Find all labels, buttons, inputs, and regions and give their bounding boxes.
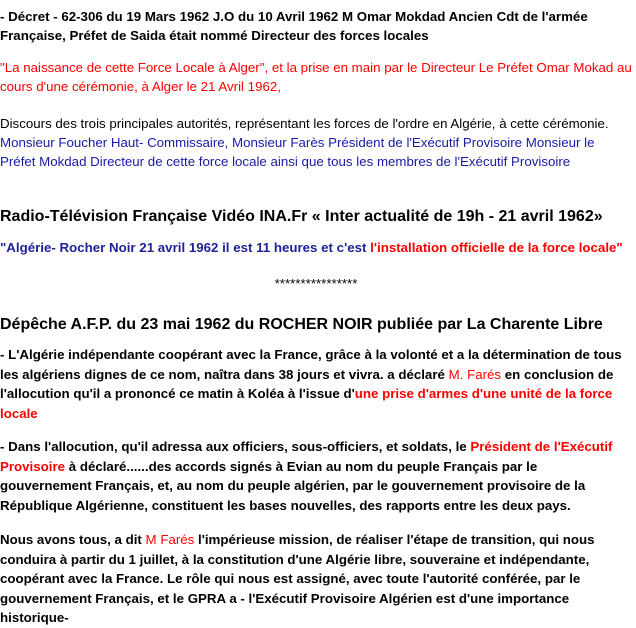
- afp-p3-text-a: Nous avons tous, a dit: [0, 532, 146, 547]
- afp-p2-red: Président de l'Exécutif Provisoire: [0, 439, 613, 474]
- radio-title: Radio-Télévision Française Vidéo INA.Fr « Inter actualité de 19h - 21 avril 1962»: [0, 208, 603, 225]
- afp-p1-text-a: - L'Algérie indépendante coopérant avec la France, grâce à la volonté et a la détermination de tous les algériens dignes de ce nom, naîtra dans 38 jours et vivra. a déclaré: [0, 347, 622, 382]
- afp-p2-text-b: à déclaré......des accords signés à Evian au nom du peuple Français par le gouvernement Français, et, au nom du peuple algérien, par le gouvernement provisoire de la République Algérienne, constituent les bases nouvelles, des rapports entre les deux pays.: [0, 458, 586, 513]
- afp-paragraph-1: [0, 345, 632, 423]
- afp-paragraph-3: [0, 530, 632, 628]
- speeches-names: Monsieur Foucher Haut- Commissaire, Monsieur Farès Président de l'Exécutif Provisoire Monsieur le Préfet Mokdad Directeur de cette force locale ainsi que tous les membres de l'Exécutif Provisoire: [0, 135, 595, 169]
- afp-p1-red: une prise d'armes d'une unité de la force locale: [0, 386, 613, 421]
- afp-p1-name: M. Farés: [448, 366, 502, 382]
- afp-heading: [0, 315, 632, 335]
- speeches-intro: Discours des trois principales autorités, représentant les forces de l'ordre en Algérie, à cette cérémonie.: [0, 116, 609, 131]
- birth-note-paragraph: [0, 58, 632, 96]
- radio-subheading: [0, 238, 632, 258]
- radio-sub-red: l'installation officielle de la force locale": [370, 240, 623, 255]
- speeches-paragraph: [0, 114, 632, 171]
- afp-p3-name: M Farés: [145, 532, 195, 547]
- afp-p3-text-b: l'impérieuse mission, de réaliser l'étape de transition, qui nous conduira à partir du 1 juillet, à la constitution d'une Algérie libre, souveraine et indépendante, coopérant avec la France. Le rôle qui nous est assigné, avec toute l'autorité conférée, par le gouvernement Français, et le GPRA a - l'Exécutif Provisoire Algérien est d'une importance historique-: [0, 532, 595, 625]
- decree-text: - Décret - 62-306 du 19 Mars 1962 J.O du 10 Avril 1962 M Omar Mokdad Ancien Cdt de l'armée Française, Préfet de Saida était nommé Directeur des forces locales: [0, 9, 588, 43]
- radio-heading: [0, 207, 632, 227]
- decree-paragraph: [0, 7, 632, 45]
- afp-title: Dépêche A.F.P. du 23 mai 1962 du ROCHER NOIR publiée par La Charente Libre: [0, 316, 603, 333]
- separator-stars: ****************: [274, 276, 358, 291]
- radio-sub-blue: "Algérie- Rocher Noir 21 avril 1962 il est 11 heures et c'est: [0, 240, 371, 255]
- afp-p2-text-a: - Dans l'allocution, qu'il adressa aux officiers, sous-officiers, et soldats, le: [0, 439, 471, 454]
- birth-note-text: "La naissance de cette Force Locale à Alger", et la prise en main par le Directeur Le Préfet Omar Mokad au cours d'une cérémonie, à Alger le 21 Avril 1962,: [0, 60, 632, 94]
- separator: [0, 274, 632, 293]
- afp-p1-text-b: en conclusion de l'allocution qu'il a prononcé ce matin à Koléa à l'issue d': [0, 366, 614, 401]
- afp-paragraph-2: [0, 437, 632, 515]
